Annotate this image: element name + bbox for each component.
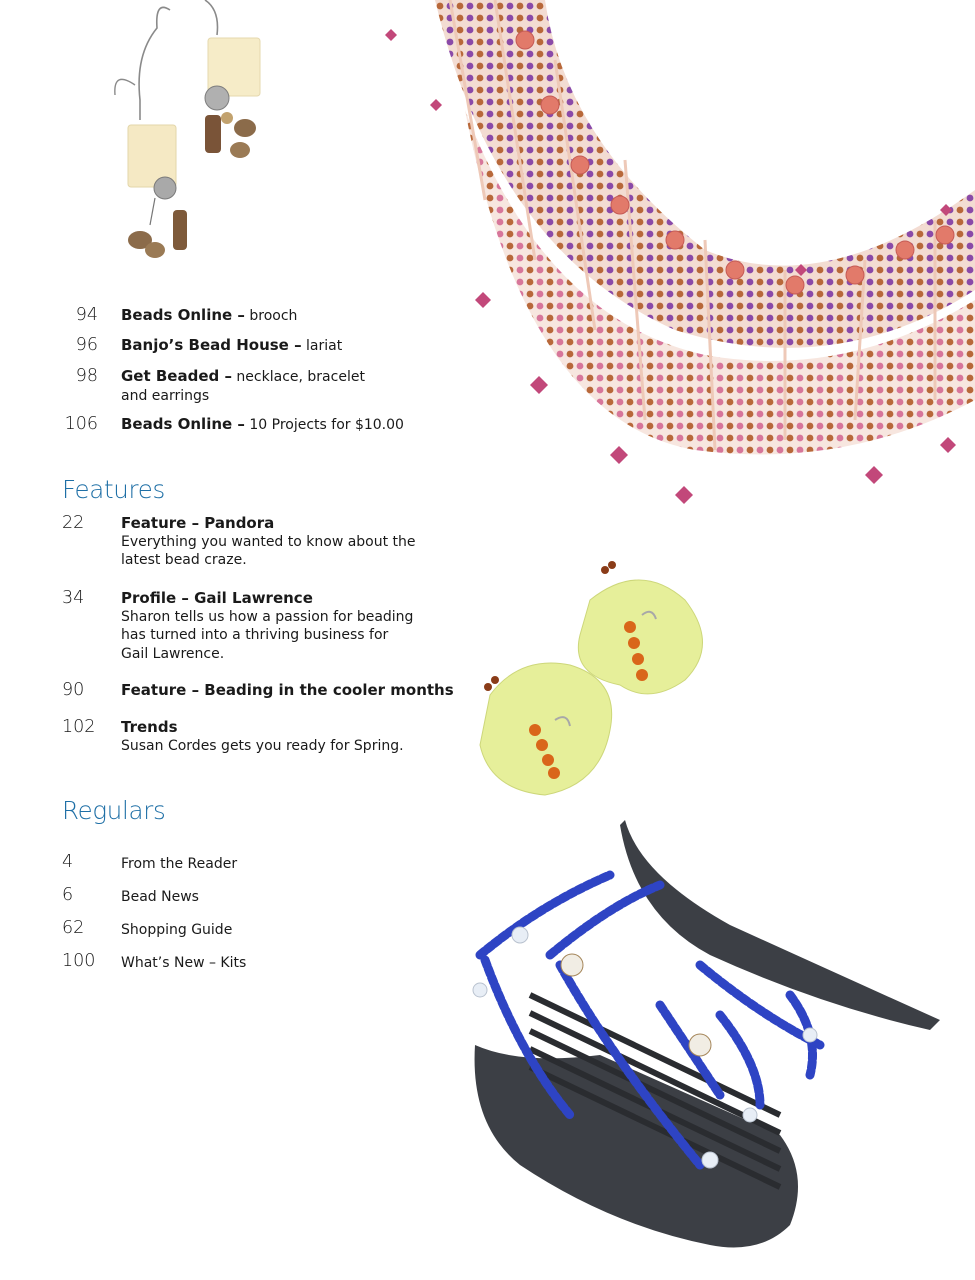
page-number: 34 (62, 588, 85, 608)
entry-text (121, 415, 451, 435)
entry-text (121, 681, 521, 700)
page-number: 96 (75, 335, 98, 355)
entry-title: Trends (121, 718, 178, 736)
entry-text (121, 718, 451, 755)
page-number: 90 (62, 680, 85, 700)
entry-title: Get Beaded – (121, 367, 232, 385)
entry-text (121, 589, 451, 663)
entry-title: Banjo’s Bead House – (121, 336, 302, 354)
entry-desc-line: has turned into a thriving business for (121, 627, 389, 643)
entry-text (121, 306, 451, 326)
page-number: 6 (62, 885, 74, 905)
entry-desc-line: Sharon tells us how a passion for beading (121, 608, 414, 625)
entry-desc: necklace, bracelet (231, 369, 365, 385)
entry-title: Feature – Beading in the cooler months (121, 681, 454, 699)
page-number: 94 (75, 305, 98, 325)
entry-title: Feature – Pandora (121, 514, 275, 532)
entry-desc-line-2: and earrings (121, 387, 210, 404)
flower-earrings-photo-icon (470, 555, 720, 805)
entry-desc: lariat (301, 338, 343, 354)
page-number: 4 (62, 852, 74, 872)
hair-comb-photo-icon (460, 815, 960, 1255)
page-number: 106 (64, 414, 98, 434)
entry-title: Beads Online – (121, 415, 245, 433)
earrings-photo-icon (95, 0, 285, 275)
entry-text (121, 367, 451, 405)
page-number: 98 (75, 366, 98, 386)
entry-title: Profile – Gail Lawrence (121, 589, 313, 607)
entry-desc: brooch (244, 308, 298, 324)
entry-desc-line: Susan Cordes gets you ready for Spring. (121, 737, 404, 754)
entry-text (121, 514, 451, 570)
page-number: 102 (62, 717, 96, 737)
entry-title: Beads Online – (121, 306, 245, 324)
entry-text (121, 336, 451, 356)
beaded-necklace-photo-icon (375, 0, 975, 520)
entry-label: Shopping Guide (121, 922, 233, 938)
entry-label: What’s New – Kits (121, 955, 247, 971)
regulars-heading: Regulars (62, 796, 166, 825)
page-number: 62 (62, 918, 85, 938)
page-number: 100 (62, 951, 96, 971)
entry-desc: 10 Projects for $10.00 (244, 417, 404, 433)
features-heading: Features (62, 475, 165, 504)
entry-label: Bead News (121, 889, 199, 905)
entry-label: From the Reader (121, 856, 238, 872)
page-number: 22 (62, 513, 85, 533)
entry-desc-line: latest bead craze. (121, 552, 247, 568)
entry-desc-line: Gail Lawrence. (121, 645, 225, 662)
entry-desc-line: Everything you wanted to know about the (121, 533, 416, 550)
